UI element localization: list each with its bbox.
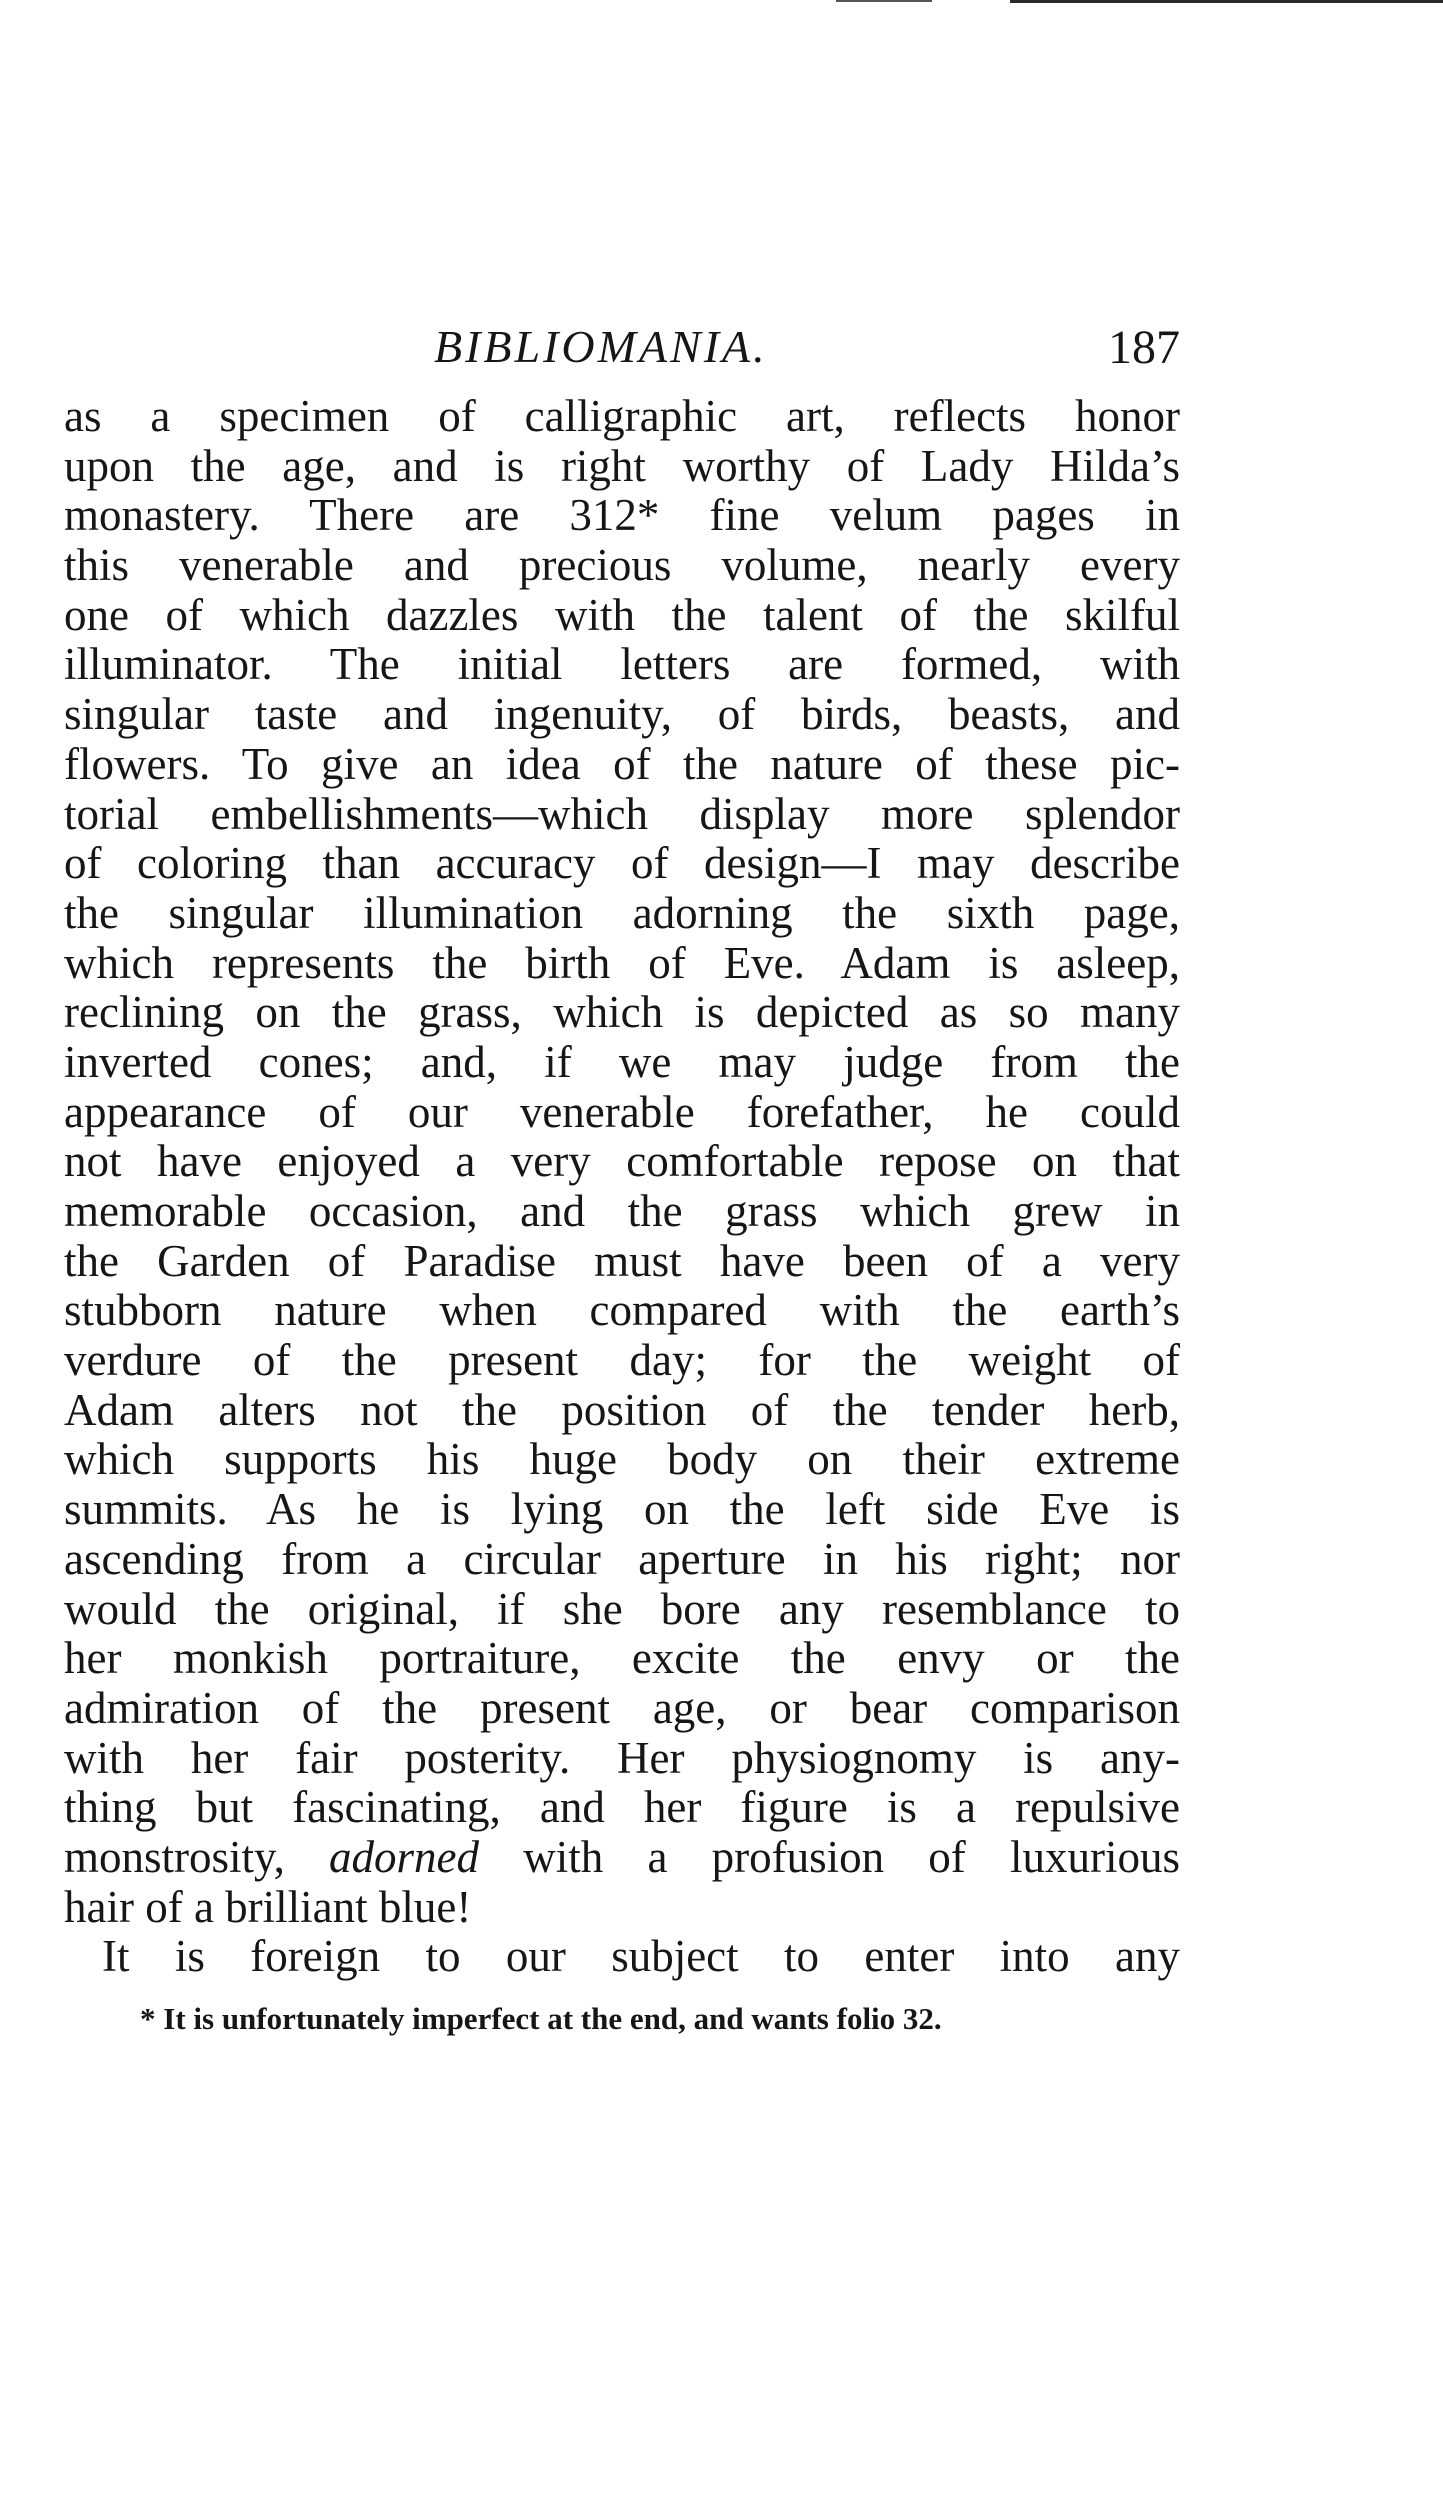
top-edge-rule xyxy=(1010,0,1443,3)
text-line: monastery. There are 312* fine velum pages in xyxy=(64,490,1180,541)
text-line: flowers. To give an idea of the nature of these pic- xyxy=(64,738,1180,789)
running-title: BIBLIOMANIA. xyxy=(434,321,768,372)
text-line: illuminator. The initial letters are formed, with xyxy=(64,639,1180,690)
text-line: Adam alters not the position of the tender herb, xyxy=(64,1384,1180,1435)
text-line: which represents the birth of Eve. Adam is asleep, xyxy=(64,937,1180,988)
text-line: thing but fascinating, and her figure is a repulsive xyxy=(64,1782,1180,1833)
text-line: reclining on the grass, which is depicted as so many xyxy=(64,987,1180,1038)
text-line: appearance of our venerable forefather, he could xyxy=(64,1086,1180,1137)
body-text xyxy=(64,392,1180,1982)
paragraph-end-line: hair of a brilliant blue! xyxy=(64,1881,472,1932)
text-line: memorable occasion, and the grass which grew in xyxy=(64,1186,1180,1236)
text-line: of coloring than accuracy of design—I may describe xyxy=(64,838,1180,889)
text-line: inverted cones; and, if we may judge from the xyxy=(64,1036,1180,1087)
text-line: this venerable and precious volume, nearly every xyxy=(64,540,1180,591)
text-line: verdure of the present day; for the weight of xyxy=(64,1335,1180,1386)
footnote: * It is unfortunately imperfect at the end, and wants folio 32. xyxy=(140,2001,942,2036)
italic-word: adorned xyxy=(329,1831,480,1882)
text-line: with her fair posterity. Her physiognomy is any- xyxy=(64,1732,1180,1783)
text-line: singular taste and ingenuity, of birds, beasts, and xyxy=(64,689,1180,740)
text-line: admiration of the present age, or bear comparison xyxy=(64,1682,1180,1733)
text-line: her monkish portraiture, excite the envy or the xyxy=(64,1633,1180,1684)
text-line: upon the age, and is right worthy of Lady Hilda’s xyxy=(64,440,1180,491)
text-line: stubborn nature when compared with the earth’s xyxy=(64,1285,1180,1336)
text-fragment: monstrosity, xyxy=(64,1831,330,1882)
page-header xyxy=(64,320,1180,384)
text-line xyxy=(64,1833,1180,1883)
paragraph-start-line: It is foreign to our subject to enter into any xyxy=(102,1931,1180,1982)
top-edge-rule xyxy=(836,0,932,2)
text-line: torial embellishments—which display more splendor xyxy=(64,788,1180,839)
text-line: ascending from a circular aperture in his right; nor xyxy=(64,1533,1180,1584)
text-line: not have enjoyed a very comfortable repose on that xyxy=(64,1136,1180,1187)
page-number: 187 xyxy=(1108,321,1180,374)
text-line: would the original, if she bore any resemblance to xyxy=(64,1583,1180,1634)
text-line: as a specimen of calligraphic art, reflects honor xyxy=(64,391,1180,441)
text-line: one of which dazzles with the talent of the skilful xyxy=(64,589,1180,640)
text-line: summits. As he is lying on the left side Eve is xyxy=(64,1484,1180,1535)
text-fragment: with a profusion of luxurious xyxy=(479,1831,1180,1882)
text-line: which supports his huge body on their extreme xyxy=(64,1434,1180,1485)
text-line: the Garden of Paradise must have been of a very xyxy=(64,1235,1180,1286)
text-line: the singular illumination adorning the sixth page, xyxy=(64,887,1180,938)
